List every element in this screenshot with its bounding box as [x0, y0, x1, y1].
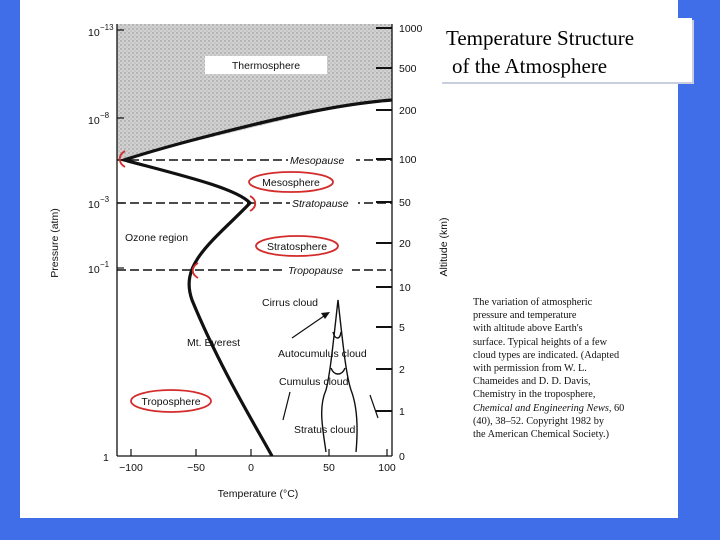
svg-text:100: 100 [378, 462, 396, 474]
autocumulus-cloud-label: Autocumulus cloud [278, 348, 367, 360]
svg-text:1000: 1000 [399, 23, 423, 35]
svg-text:10: 10 [88, 27, 100, 39]
svg-text:20: 20 [399, 238, 411, 250]
svg-text:100: 100 [399, 154, 417, 166]
troposphere-label: Troposphere [141, 396, 201, 408]
caption-line: The variation of atmospheric [473, 297, 593, 308]
stratopause-label: Stratopause [292, 198, 349, 210]
caption-line: surface. Typical heights of a few [473, 336, 608, 348]
caption-journal-line [473, 402, 653, 415]
svg-text:−13: −13 [100, 23, 114, 32]
stratosphere-label: Stratosphere [266, 241, 328, 253]
svg-text:50: 50 [399, 197, 411, 209]
caption-line: with permission from W. L. [473, 363, 587, 375]
svg-text:5: 5 [399, 322, 405, 334]
svg-text:−50: −50 [187, 462, 205, 474]
title-line-2: of the Atmosphere [452, 54, 608, 78]
cirrus-arrowhead [321, 312, 330, 319]
caption-line: pressure and temperature [473, 310, 577, 322]
svg-text:10: 10 [399, 282, 411, 294]
cloud-whisks [283, 392, 378, 420]
mesosphere-label: Mesosphere [262, 177, 320, 189]
pressure-tick-labels [88, 23, 114, 464]
svg-text:50: 50 [323, 462, 335, 474]
caption-line: (40), 38–52. Copyright 1982 by [473, 415, 604, 427]
temperature-tick-labels [119, 462, 396, 474]
altitude-axis-label: Altitude (km) [438, 217, 450, 277]
title-line-1: Temperature Structure [446, 26, 635, 50]
svg-text:1: 1 [103, 452, 109, 464]
caption-line: the American Chemical Society.) [473, 429, 610, 441]
svg-text:−3: −3 [100, 195, 110, 204]
svg-text:−100: −100 [119, 462, 143, 474]
thermosphere-label: Thermosphere [231, 60, 301, 72]
figure-caption [473, 296, 653, 441]
mt-everest-label: Mt. Everest [187, 337, 241, 349]
cirrus-arrow [292, 316, 324, 338]
svg-text:−8: −8 [100, 111, 110, 120]
thermosphere-shading [117, 24, 392, 160]
temperature-ticks [131, 449, 387, 456]
pressure-axis-label: Pressure (atm) [49, 208, 61, 278]
altitude-tick-labels [399, 23, 423, 463]
svg-text:200: 200 [399, 105, 417, 117]
svg-text:2: 2 [399, 364, 405, 376]
ozone-region-label: Ozone region [125, 232, 189, 244]
svg-text:10: 10 [88, 264, 100, 276]
caption-line: cloud types are indicated. (Adapted [473, 349, 620, 361]
cumulus-cloud-label: Cumulus cloud [279, 376, 349, 388]
caption-line: Chemistry in the troposphere, [473, 389, 596, 401]
svg-text:10: 10 [88, 199, 100, 211]
svg-text:−1: −1 [100, 260, 110, 269]
temperature-axis-label: Temperature (°C) [217, 488, 299, 500]
tropopause-label: Tropopause [288, 265, 344, 277]
svg-text:10: 10 [88, 115, 100, 127]
svg-text:500: 500 [399, 63, 417, 75]
caption-journal: Chemical and Engineering News, [473, 402, 612, 414]
caption-journal-tail: 60 [611, 402, 625, 414]
svg-text:1: 1 [399, 406, 405, 418]
title-box [440, 18, 692, 82]
caption-line: Chameides and D. D. Davis, [473, 376, 591, 388]
mesopause-label: Mesopause [290, 155, 345, 167]
caption-line: with altitude above Earth's [473, 323, 583, 335]
svg-text:0: 0 [399, 451, 405, 463]
stratus-cloud-label: Stratus cloud [294, 424, 356, 436]
cirrus-cloud-label: Cirrus cloud [262, 297, 319, 309]
turning-point-highlights [120, 151, 256, 278]
svg-text:0: 0 [248, 462, 254, 474]
